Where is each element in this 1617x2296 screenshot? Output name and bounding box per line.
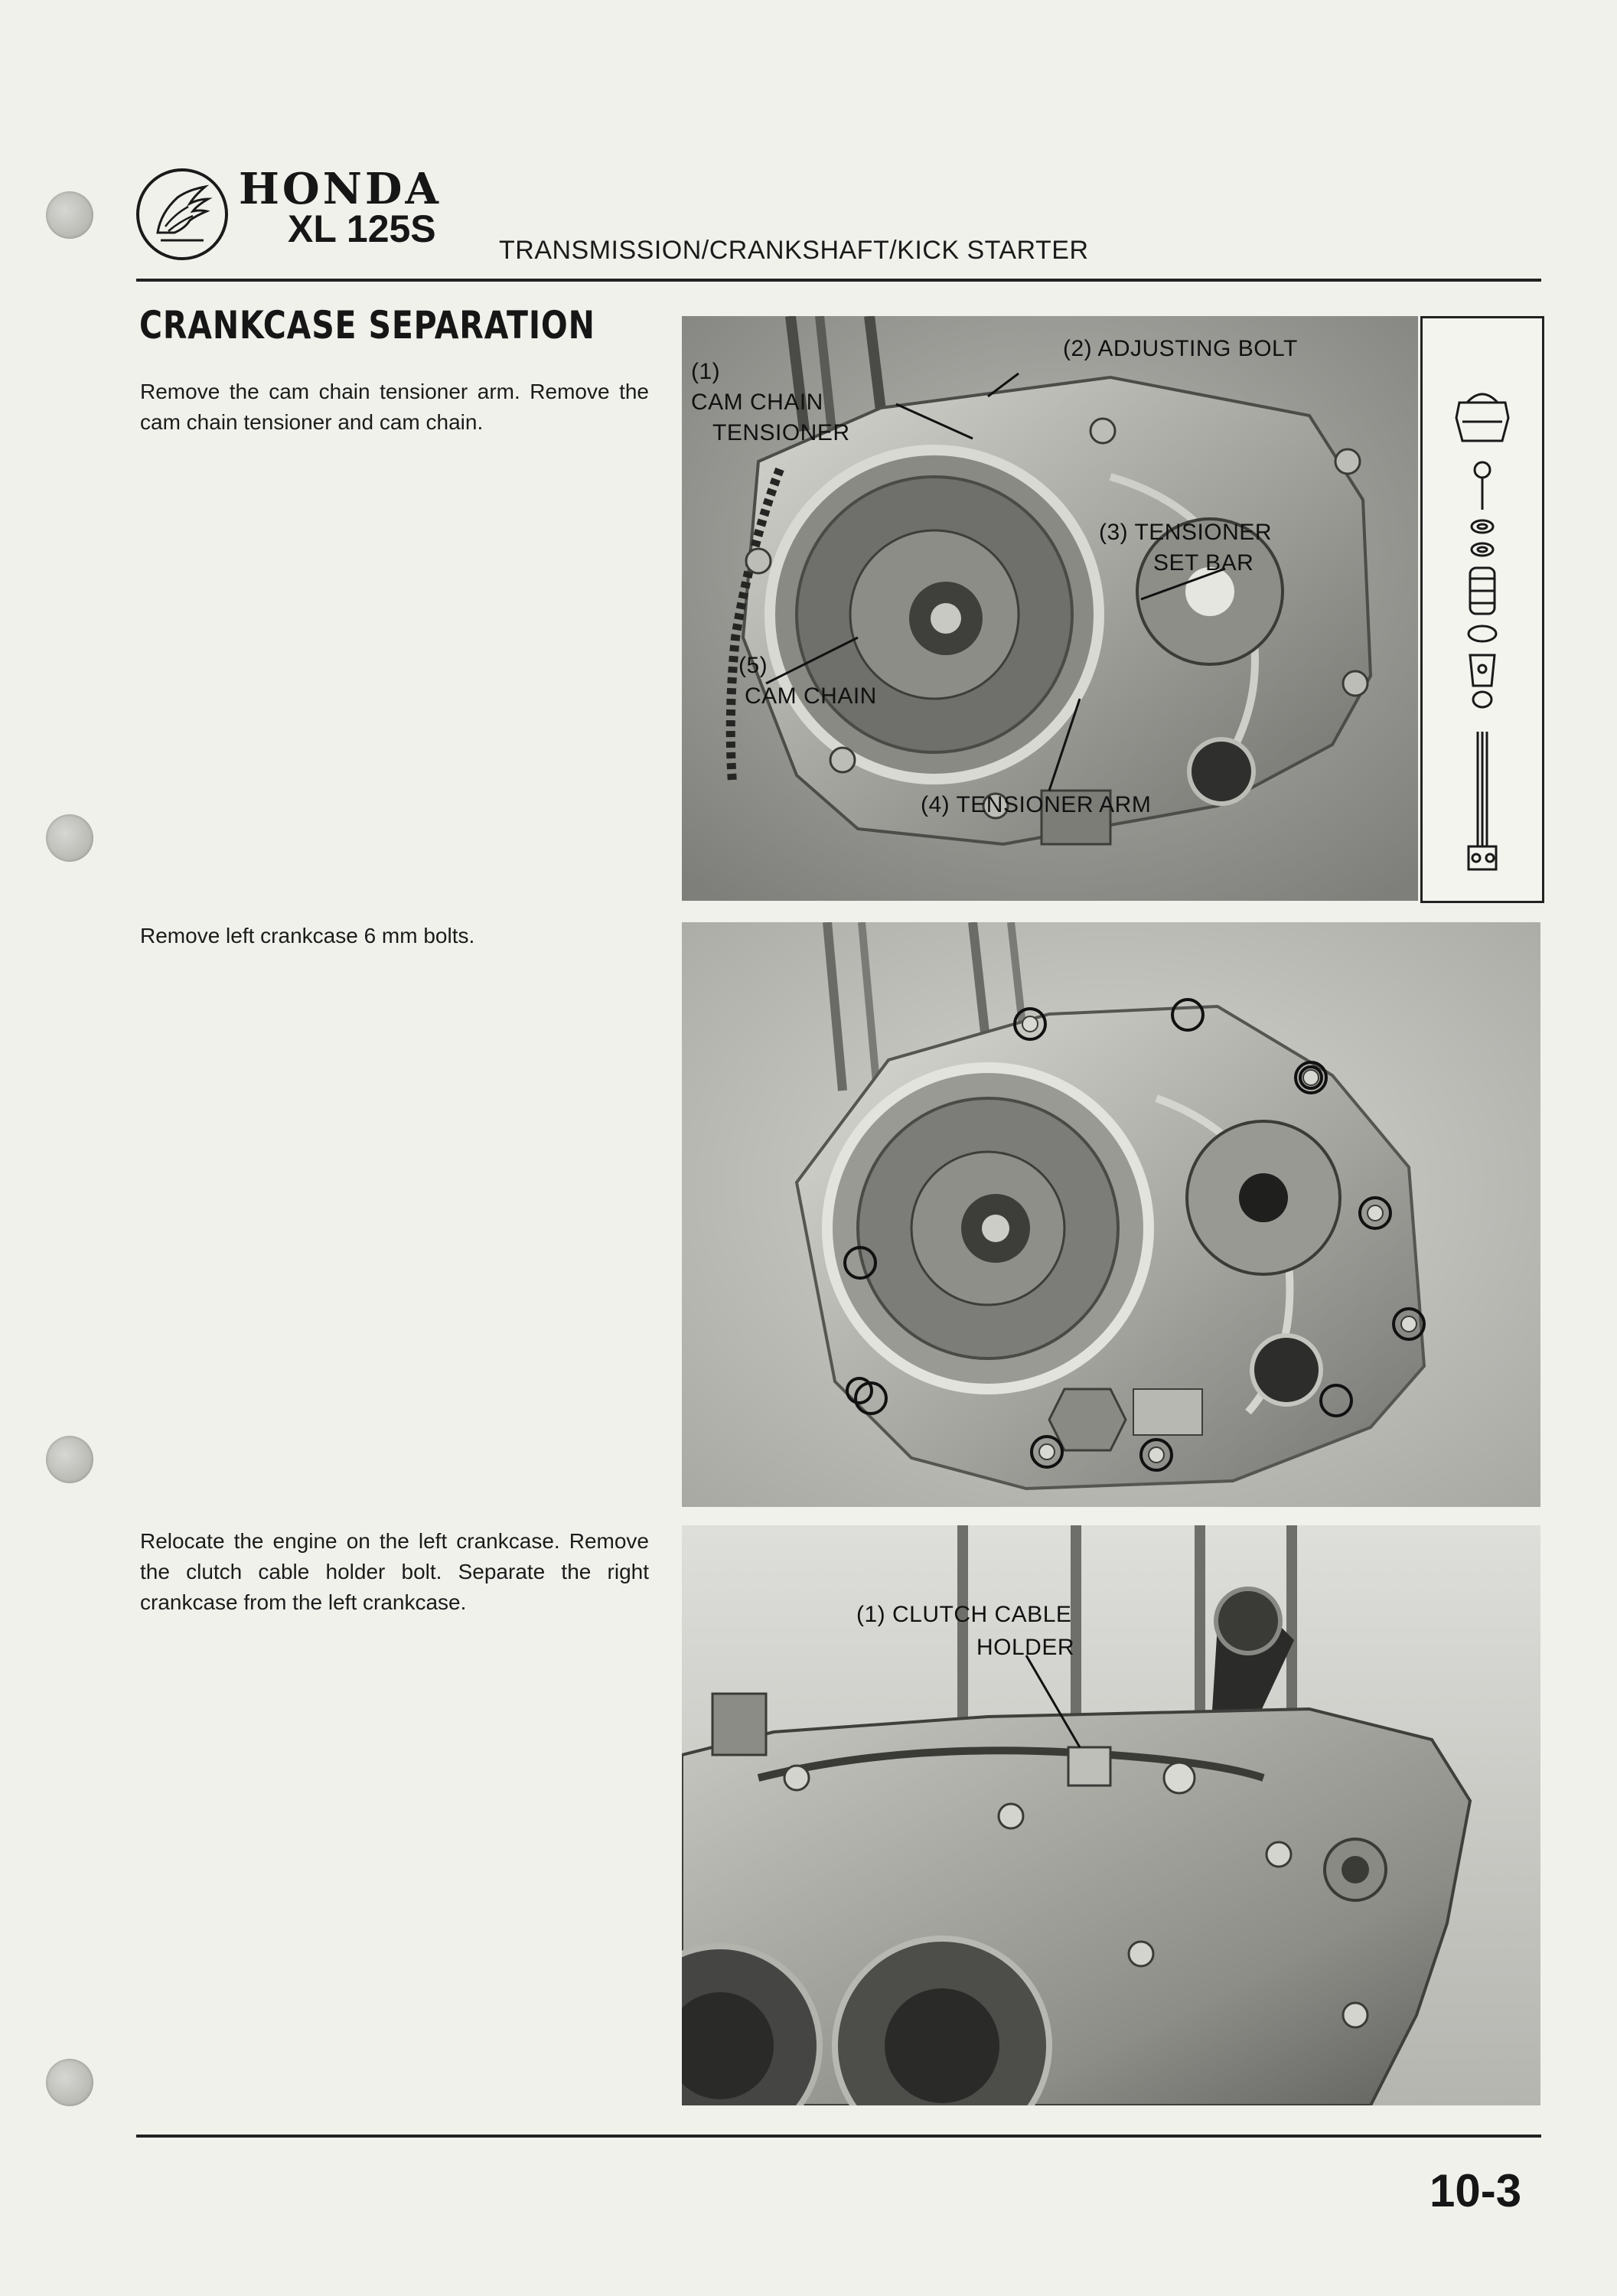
section-title: CRANKCASE SEPARATION	[139, 303, 595, 347]
label-tensioner-set-bar-2: SET BAR	[1153, 550, 1254, 576]
punch-hole	[46, 2059, 93, 2106]
label-cam-chain-tensioner-num: (1)	[691, 359, 721, 384]
photo-cam-chain-tensioner	[682, 316, 1418, 901]
step-text-1: Remove the cam chain tensioner arm. Remove the cam chain tensioner and cam chain.	[140, 380, 649, 434]
tensioner-parts-diagram	[1420, 316, 1544, 903]
label-tensioner-arm: (4) TENSIONER ARM	[921, 792, 1152, 817]
footer-rule	[136, 2135, 1541, 2138]
label-clutch-cable-holder: (1) CLUTCH CABLE	[856, 1602, 1072, 1627]
photo-left-crankcase-bolts	[682, 922, 1540, 1507]
punch-hole	[46, 1436, 93, 1483]
photo-clutch-cable-holder	[682, 1525, 1540, 2105]
page-number: 10-3	[1430, 2165, 1522, 2216]
label-tensioner-set-bar: (3) TENSIONER	[1099, 520, 1272, 545]
label-cam-chain-tensioner-2: TENSIONER	[712, 420, 850, 445]
label-cam-chain-num: (5)	[738, 653, 768, 678]
label-cam-chain-tensioner: CAM CHAIN	[691, 390, 823, 415]
model-name: XL 125S	[288, 207, 436, 250]
label-adjusting-bolt: (2) ADJUSTING BOLT	[1063, 336, 1298, 361]
chapter-title: TRANSMISSION/CRANKSHAFT/KICK STARTER	[499, 236, 1089, 265]
step-text-2: Remove left crankcase 6 mm bolts.	[140, 924, 475, 947]
header-rule	[136, 279, 1541, 282]
label-cam-chain: CAM CHAIN	[745, 683, 877, 709]
step-text-3: Relocate the engine on the left crankcase. Remove the clutch cable holder bolt. Separate the right crankcase from the left crankcase.	[140, 1529, 649, 1614]
punch-hole	[46, 191, 93, 239]
label-clutch-cable-holder-2: HOLDER	[976, 1635, 1075, 1660]
honda-wing-logo-icon	[135, 167, 230, 262]
brand-name: HONDA	[239, 164, 442, 214]
punch-hole	[46, 814, 93, 862]
